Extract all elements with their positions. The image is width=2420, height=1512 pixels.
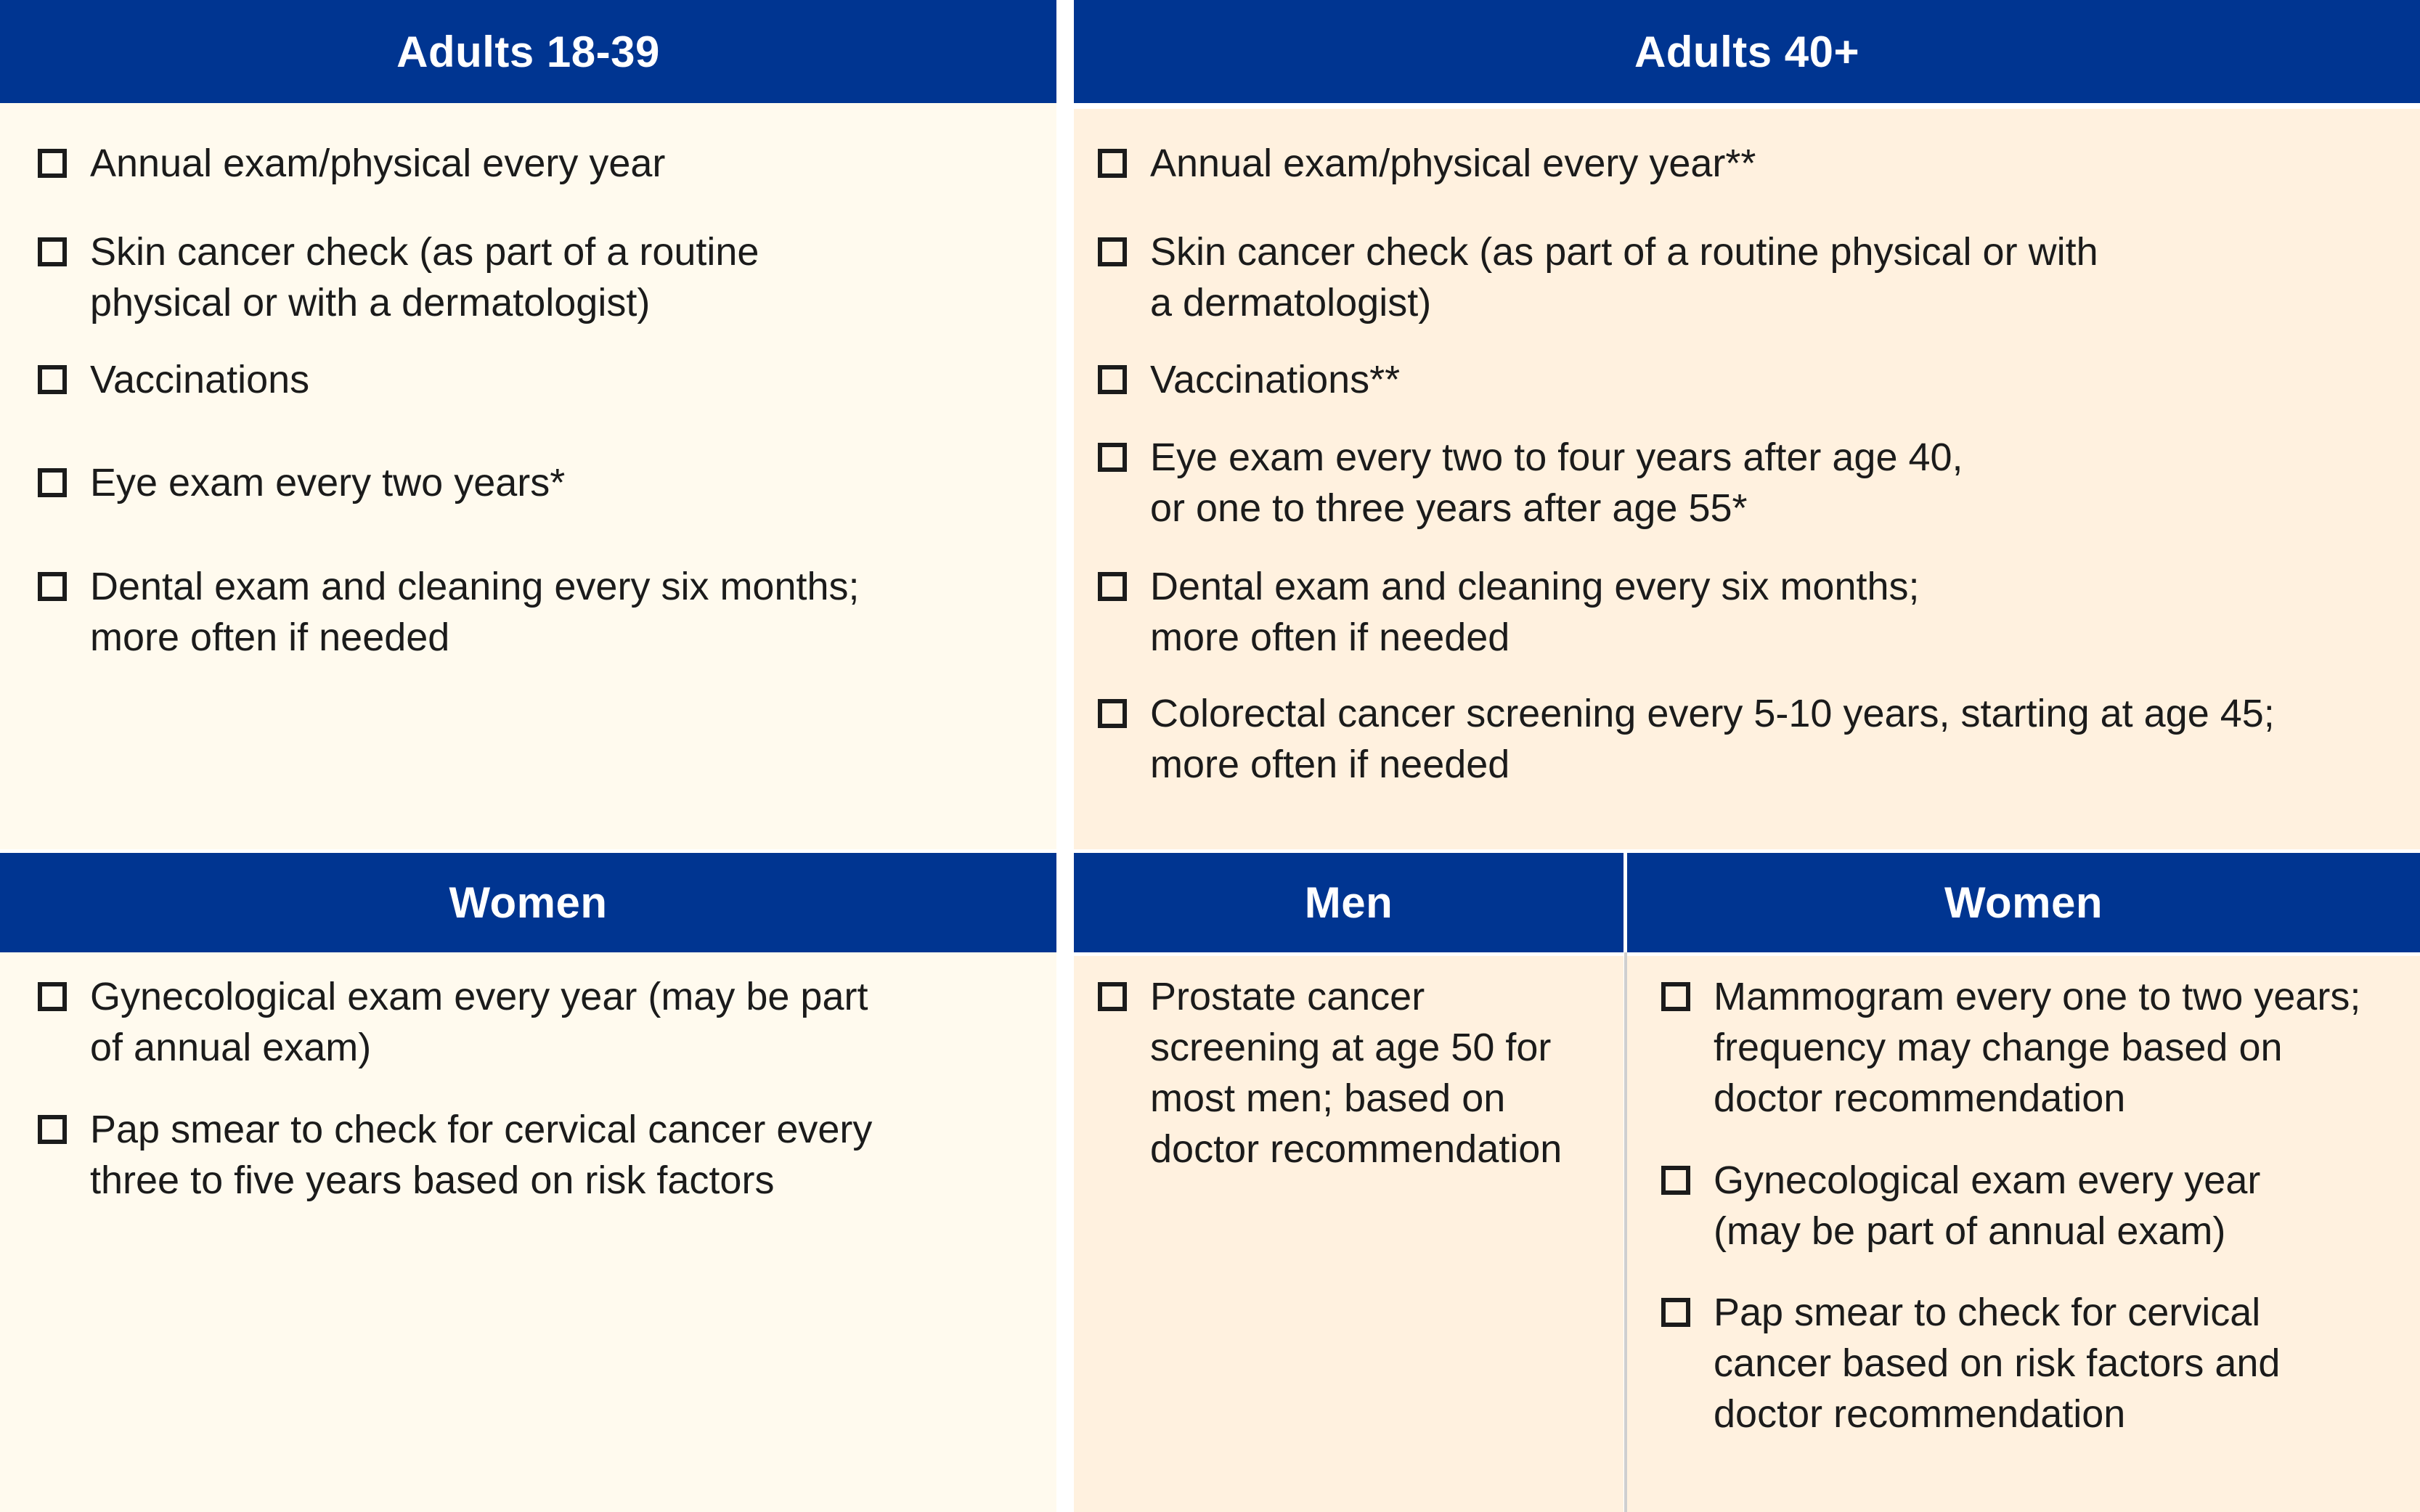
checkbox-icon[interactable] [1098,572,1127,601]
header-women-18-39 [0,853,1056,952]
checkbox-icon[interactable] [1098,982,1127,1011]
checklist-item[interactable] [38,1104,872,1206]
checklist-item[interactable] [1098,561,1920,663]
checkbox-icon[interactable] [1661,982,1690,1011]
checklist-item[interactable] [1661,1287,2280,1439]
checklist-item-label: Colorectal cancer screening every 5-10 years, starting at age 45; more often if needed [1150,692,2275,786]
checkbox-icon[interactable] [38,1115,67,1144]
checkbox-icon[interactable] [38,149,67,178]
checklist-item[interactable] [1098,432,1963,534]
checklist-item[interactable] [38,457,565,508]
header-adults-18-39-label: Adults 18-39 [396,27,660,76]
checklist-item-label: Annual exam/physical every year** [1150,142,1756,185]
checklist-item-label: Dental exam and cleaning every six months; more often if needed [1150,565,1920,659]
checkbox-icon[interactable] [38,237,67,266]
header-adults-40-plus-label: Adults 40+ [1634,27,1860,76]
checklist-item-label: Prostate cancer screening at age 50 for most men; based on doctor recommendation [1150,975,1563,1171]
header-women-40-plus-label: Women [1944,878,2103,927]
checklist-item[interactable] [1661,971,2360,1124]
checklist-item[interactable] [38,138,665,189]
checkbox-icon[interactable] [38,468,67,497]
checklist-item-label: Eye exam every two years* [90,461,566,504]
checklist-item-label: Eye exam every two to four years after age 40, or one to three years after age 55* [1150,436,1963,530]
divider-men-women [1624,952,1627,1512]
checkbox-icon[interactable] [1098,365,1127,394]
checklist-item[interactable] [1098,688,2275,790]
checklist-item-label: Vaccinations [90,358,310,401]
checklist-item[interactable] [1098,138,1756,189]
checklist-item[interactable] [38,971,868,1073]
header-women-18-39-label: Women [449,878,608,927]
checklist-item[interactable] [1661,1155,2260,1256]
checklist-item-label: Dental exam and cleaning every six months; more often if needed [90,565,860,659]
checkbox-icon[interactable] [38,982,67,1011]
checkbox-icon[interactable] [1661,1166,1690,1195]
checkbox-icon[interactable] [38,365,67,394]
header-adults-18-39 [0,0,1056,103]
checkbox-icon[interactable] [38,572,67,601]
checkbox-icon[interactable] [1098,443,1127,472]
header-adults-40-plus [1074,0,2420,103]
checklist-item-label: Skin cancer check (as part of a routine physical or with a dermatologist) [1150,230,2098,324]
checklist-item[interactable] [38,354,309,405]
checkbox-icon[interactable] [1098,699,1127,728]
checklist-item-label: Gynecological exam every year (may be part of annual exam) [90,975,868,1069]
checkbox-icon[interactable] [1098,149,1127,178]
checkbox-icon[interactable] [1661,1298,1690,1327]
checklist-item-label: Pap smear to check for cervical cancer every three to five years based on risk factors [90,1108,873,1202]
checklist-item[interactable] [38,226,759,328]
checklist-item-label: Vaccinations** [1150,358,1401,401]
checklist-item[interactable] [1098,354,1400,405]
checklist-item-label: Pap smear to check for cervical cancer based on risk factors and doctor recommendation [1714,1291,2281,1436]
header-women-40-plus [1627,853,2420,952]
header-men-40-plus [1074,853,1623,952]
checklist-item-label: Gynecological exam every year (may be part of annual exam) [1714,1158,2261,1253]
checklist-item[interactable] [1098,226,2098,328]
checklist-item[interactable] [1098,971,1562,1174]
checkbox-icon[interactable] [1098,237,1127,266]
checklist-item-label: Annual exam/physical every year [90,142,666,185]
checklist-item-label: Skin cancer check (as part of a routine physical or with a dermatologist) [90,230,759,324]
checklist-item-label: Mammogram every one to two years; frequency may change based on doctor recommendation [1714,975,2361,1120]
checklist-item[interactable] [38,561,860,663]
header-men-40-plus-label: Men [1304,878,1393,927]
